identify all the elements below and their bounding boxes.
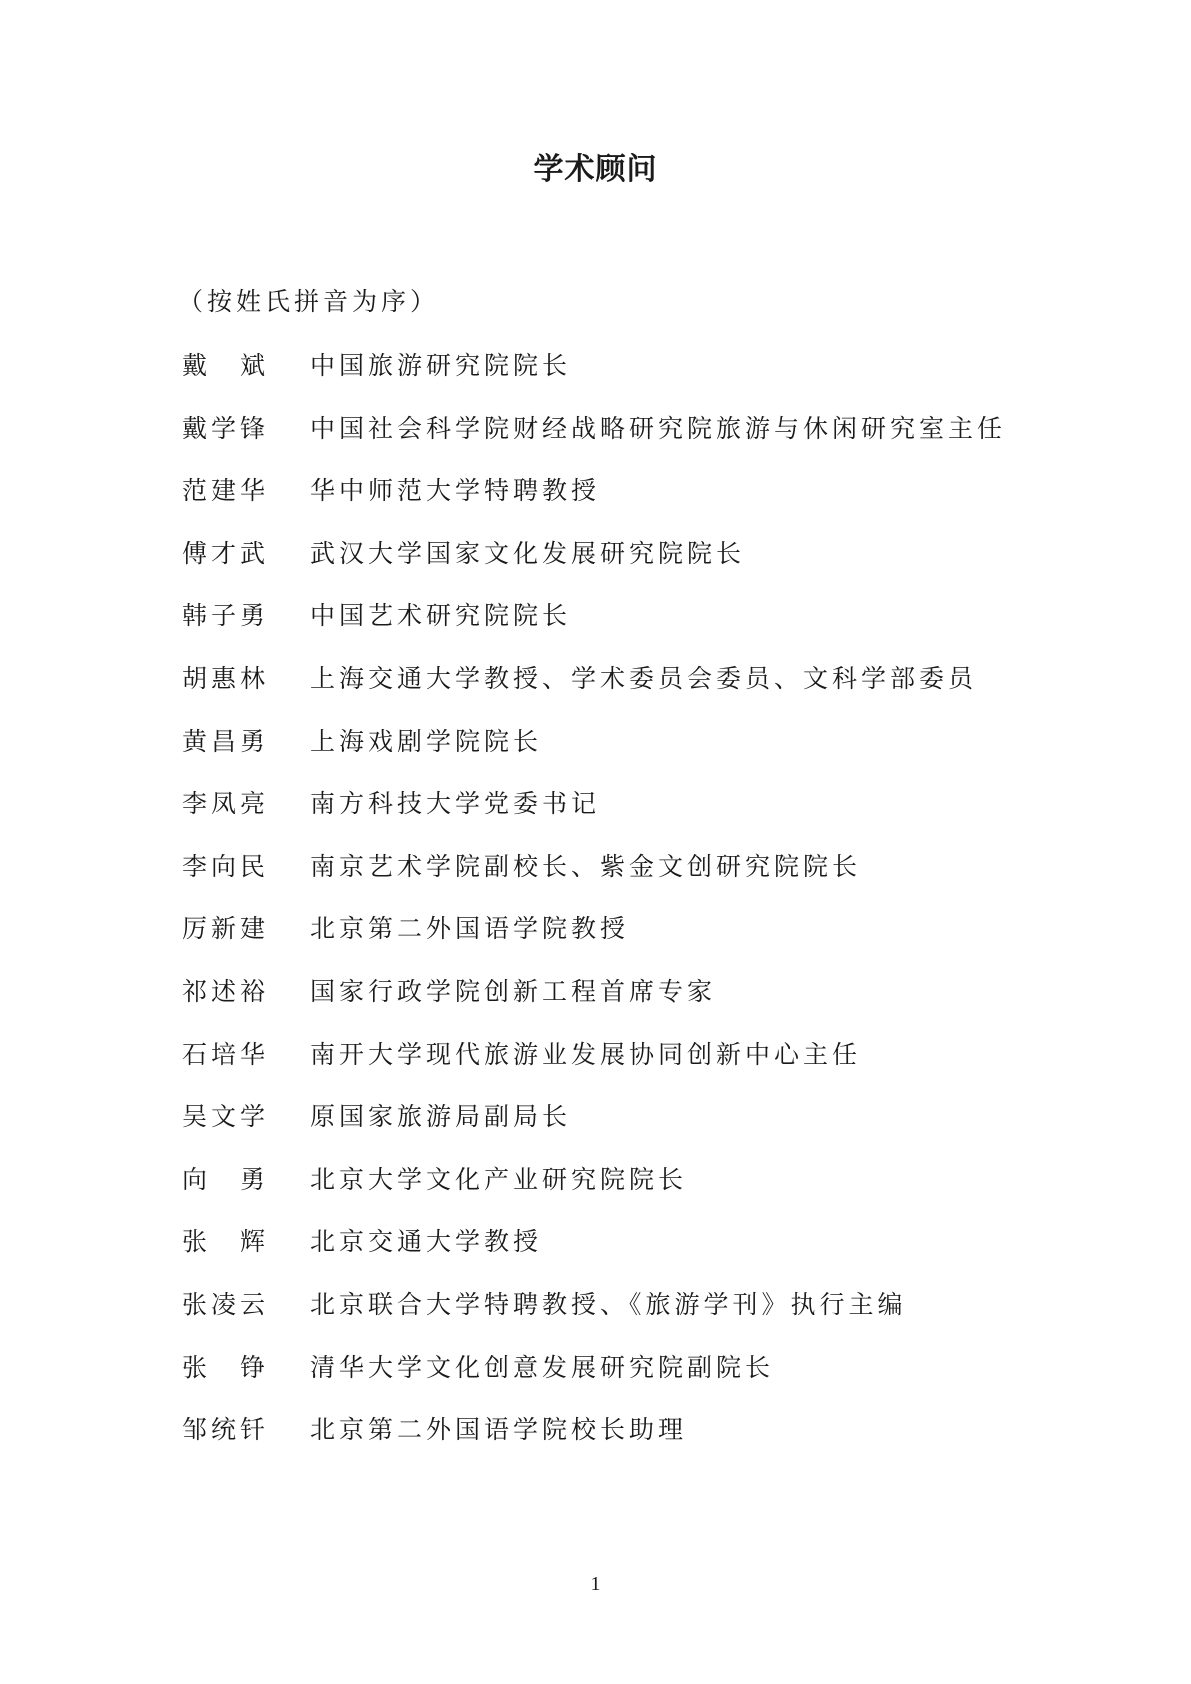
advisor-title: 中国社会科学院财经战略研究院旅游与休闲研究室主任	[310, 413, 1007, 443]
advisor-name: 石培华	[182, 1039, 270, 1069]
advisor-name: 张凌云	[182, 1289, 270, 1319]
advisor-name: 范建华	[182, 476, 270, 506]
advisor-name: 厉新建	[182, 914, 270, 944]
advisor-name: 傅才武	[182, 538, 270, 568]
list-item	[182, 845, 1082, 885]
advisor-name: 邹统钎	[182, 1415, 270, 1445]
list-item	[182, 1346, 1082, 1386]
advisor-title: 上海戏剧学院院长	[310, 726, 543, 756]
advisor-title: 华中师范大学特聘教授	[310, 476, 601, 506]
page-title: 学术顾问	[533, 152, 658, 187]
advisor-name: 韩子勇	[182, 601, 270, 631]
advisor-title: 南方科技大学党委书记	[310, 789, 601, 819]
list-item	[182, 907, 1082, 947]
advisor-title: 北京大学文化产业研究院院长	[310, 1164, 688, 1194]
list-item	[182, 782, 1082, 822]
advisor-title: 北京第二外国语学院教授	[310, 914, 630, 944]
advisor-name: 戴学锋	[182, 413, 270, 443]
advisor-name: 吴文学	[182, 1102, 270, 1132]
advisor-name: 戴 斌	[182, 351, 270, 380]
advisor-title: 中国艺术研究院院长	[310, 601, 572, 631]
advisor-name: 李凤亮	[182, 789, 270, 819]
list-item	[182, 720, 1082, 760]
list-item	[182, 1095, 1082, 1135]
list-item	[182, 344, 1082, 384]
advisor-name: 胡惠林	[182, 663, 270, 693]
advisor-name: 张 铮	[182, 1352, 270, 1382]
list-item	[182, 1158, 1082, 1198]
list-item	[182, 1283, 1082, 1323]
advisor-title: 北京第二外国语学院校长助理	[310, 1415, 688, 1445]
advisor-title: 武汉大学国家文化发展研究院院长	[310, 538, 746, 568]
advisor-name: 黄昌勇	[182, 726, 270, 756]
advisor-name: 祁述裕	[182, 976, 270, 1006]
list-item	[182, 532, 1082, 572]
order-note: （按姓氏拼音为序）	[178, 287, 440, 316]
advisor-title: 国家行政学院创新工程首席专家	[310, 976, 717, 1006]
advisor-title: 上海交通大学教授、学术委员会委员、文科学部委员	[310, 663, 978, 693]
list-item	[182, 469, 1082, 509]
list-item	[182, 657, 1082, 697]
advisor-title: 南京艺术学院副校长、紫金文创研究院院长	[310, 851, 862, 881]
advisor-title: 原国家旅游局副局长	[310, 1102, 572, 1132]
advisor-title: 南开大学现代旅游业发展协同创新中心主任	[310, 1039, 862, 1069]
list-item	[182, 594, 1082, 634]
advisor-title: 北京联合大学特聘教授、《旅游学刊》执行主编	[310, 1289, 907, 1319]
list-item	[182, 970, 1082, 1010]
list-item	[182, 1220, 1082, 1260]
list-item	[182, 1408, 1082, 1448]
list-item	[182, 1033, 1082, 1073]
page-number: 1	[590, 1573, 601, 1595]
advisor-title: 清华大学文化创意发展研究院副院长	[310, 1352, 775, 1382]
list-item	[182, 407, 1082, 447]
advisor-name: 张 辉	[182, 1227, 270, 1257]
advisor-name: 向 勇	[182, 1164, 270, 1194]
advisor-title: 北京交通大学教授	[310, 1227, 543, 1257]
advisor-name: 李向民	[182, 851, 270, 881]
advisor-title: 中国旅游研究院院长	[310, 351, 572, 380]
advisor-list	[182, 344, 1082, 1471]
